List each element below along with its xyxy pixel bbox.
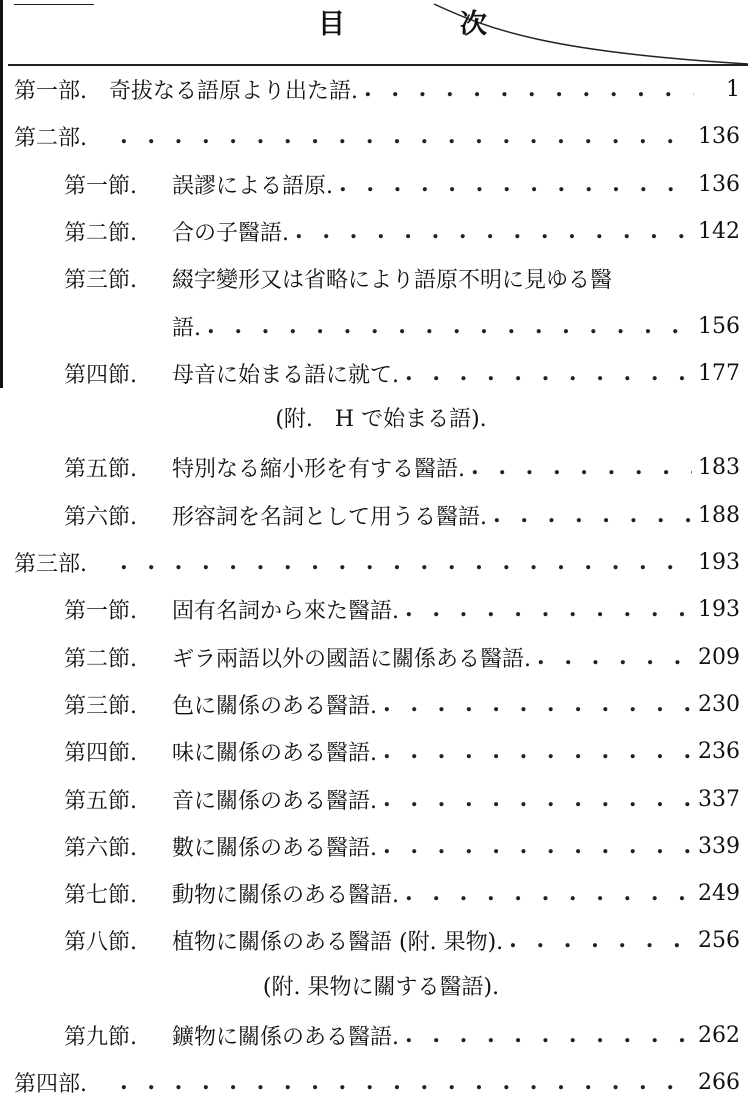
toc-page-number: 136 [698, 171, 740, 197]
toc-entry-title: 母音に始まる語に就て. [172, 362, 399, 388]
toc-entry-label: 第二部. [14, 125, 87, 151]
toc-dot-leader [537, 636, 692, 678]
toc-dot-leader [120, 1061, 692, 1103]
toc-section-row[interactable] [0, 1014, 740, 1056]
toc-entry-label: 第三節. [64, 693, 137, 719]
toc-page-number: 266 [698, 1069, 740, 1095]
toc-page-number: 193 [698, 596, 740, 622]
toc-dot-leader [383, 778, 692, 820]
toc-dot-leader [207, 305, 692, 347]
toc-entry-title: 味に關係のある醫語. [172, 740, 377, 766]
toc-dot-leader [295, 210, 692, 252]
toc-page-number: 249 [698, 880, 740, 906]
toc-entry-title: 植物に關係のある醫語 (附. 果物). [172, 929, 504, 955]
toc-entry-label: 第三節. [64, 267, 137, 293]
toc-entry-label: 第二節. [64, 646, 137, 672]
toc-entry-label: 第三部. [14, 551, 87, 577]
toc-dot-leader [493, 494, 692, 536]
toc-entry-title: 奇拔なる語原より出た語. [109, 78, 358, 104]
toc-entry-title: 特別なる縮小形を有する醫語. [172, 456, 465, 482]
toc-section-row[interactable] [0, 636, 740, 678]
toc-note: (附. 果物に關する醫語). [262, 975, 500, 1000]
header-rule [8, 64, 748, 66]
toc-dot-leader [383, 683, 692, 725]
toc-page-number: 188 [698, 502, 740, 528]
toc-entry-label: 第五節. [64, 788, 137, 814]
toc-part-row[interactable] [0, 115, 740, 157]
toc-page-number: 256 [698, 927, 740, 953]
toc-dot-leader [509, 919, 692, 961]
toc-entry-title: ギラ兩語以外の國語に關係ある醫語. [172, 646, 531, 672]
toc-entry-label: 第四節. [64, 740, 137, 766]
toc-page-number: 177 [698, 360, 740, 386]
toc-section-row[interactable] [0, 919, 740, 961]
toc-section-row[interactable] [0, 494, 740, 536]
toc-section-row[interactable] [0, 210, 740, 252]
toc-dot-leader [339, 163, 692, 205]
toc-page-number: 1 [726, 76, 740, 102]
toc-entry-label: 第七節. [64, 882, 137, 908]
toc-section-row[interactable] [0, 352, 740, 394]
toc-entry-label: 第九節. [64, 1024, 137, 1050]
toc-entry-title: 合の子醫語. [172, 220, 289, 246]
toc-entry-label: 第一部. [14, 78, 87, 104]
toc-entry-label: 第六節. [64, 835, 137, 861]
toc-dot-leader [405, 872, 692, 914]
toc-section-row[interactable] [0, 825, 740, 867]
toc-entry-label: 第一節. [64, 598, 137, 624]
toc-section-row[interactable] [0, 872, 740, 914]
top-rule [14, 4, 94, 5]
toc-entry-title: 動物に關係のある醫語. [172, 882, 399, 908]
toc-entry-title-continued: 語. [172, 315, 201, 341]
toc-page-number: 339 [698, 833, 740, 859]
toc-dot-leader [405, 1014, 692, 1056]
toc-page-number: 183 [698, 454, 740, 480]
toc-entry-title: 音に關係のある醫語. [172, 788, 377, 814]
toc-entry-label: 第五節. [64, 456, 137, 482]
toc-page-number: 142 [698, 218, 740, 244]
toc-page-number: 236 [698, 738, 740, 764]
toc-entry-title: 誤謬による語原. [172, 173, 333, 199]
toc-page-number: 262 [698, 1022, 740, 1048]
toc-page-number: 156 [698, 313, 740, 339]
page-title: 目 次 [318, 9, 531, 40]
toc-section-row[interactable] [0, 730, 740, 772]
toc-entry-title: 綴字變形又は省略により語原不明に見ゆる醫 [172, 267, 613, 293]
toc-entry-title: 色に關係のある醫語. [172, 693, 377, 719]
toc-entry-label: 第四部. [14, 1071, 87, 1097]
toc-entry-title: 形容詞を名詞として用うる醫語. [172, 504, 487, 530]
toc-part-row[interactable] [0, 1061, 740, 1103]
toc-entry-title: 固有名詞から來た醫語. [172, 598, 399, 624]
toc-section-row[interactable] [0, 778, 740, 820]
toc-section-row[interactable] [0, 446, 740, 488]
toc-dot-leader [471, 446, 692, 488]
toc-entry-label: 第六節. [64, 504, 137, 530]
toc-dot-leader [405, 352, 692, 394]
toc-dot-leader [364, 68, 694, 110]
toc-part-row[interactable] [0, 68, 740, 110]
toc-dot-leader [120, 115, 692, 157]
toc-section-row[interactable] [0, 163, 740, 205]
toc-section-row[interactable] [0, 588, 740, 630]
toc-part-row[interactable] [0, 541, 740, 583]
toc-section-row-continued[interactable] [0, 305, 740, 347]
toc-entry-title: 鑛物に關係のある醫語. [172, 1024, 399, 1050]
toc-page-number: 337 [698, 786, 740, 812]
toc-dot-leader [383, 730, 692, 772]
toc-page-number: 136 [698, 123, 740, 149]
toc-dot-leader [405, 588, 692, 630]
toc-page-number: 193 [698, 549, 740, 575]
toc-entry-title: 數に關係のある醫語. [172, 835, 377, 861]
toc-section-row[interactable] [0, 257, 740, 299]
toc-entry-label: 第一節. [64, 173, 137, 199]
toc-entry-label: 第二節. [64, 220, 137, 246]
toc-entry-label: 第四節. [64, 362, 137, 388]
toc-note: (附. H で始まる語). [275, 407, 487, 432]
toc-dot-leader [120, 541, 692, 583]
toc-dot-leader [383, 825, 692, 867]
toc-page-number: 230 [698, 691, 740, 717]
toc-entry-label: 第八節. [64, 929, 137, 955]
toc-page-number: 209 [698, 644, 740, 670]
toc-section-row[interactable] [0, 683, 740, 725]
